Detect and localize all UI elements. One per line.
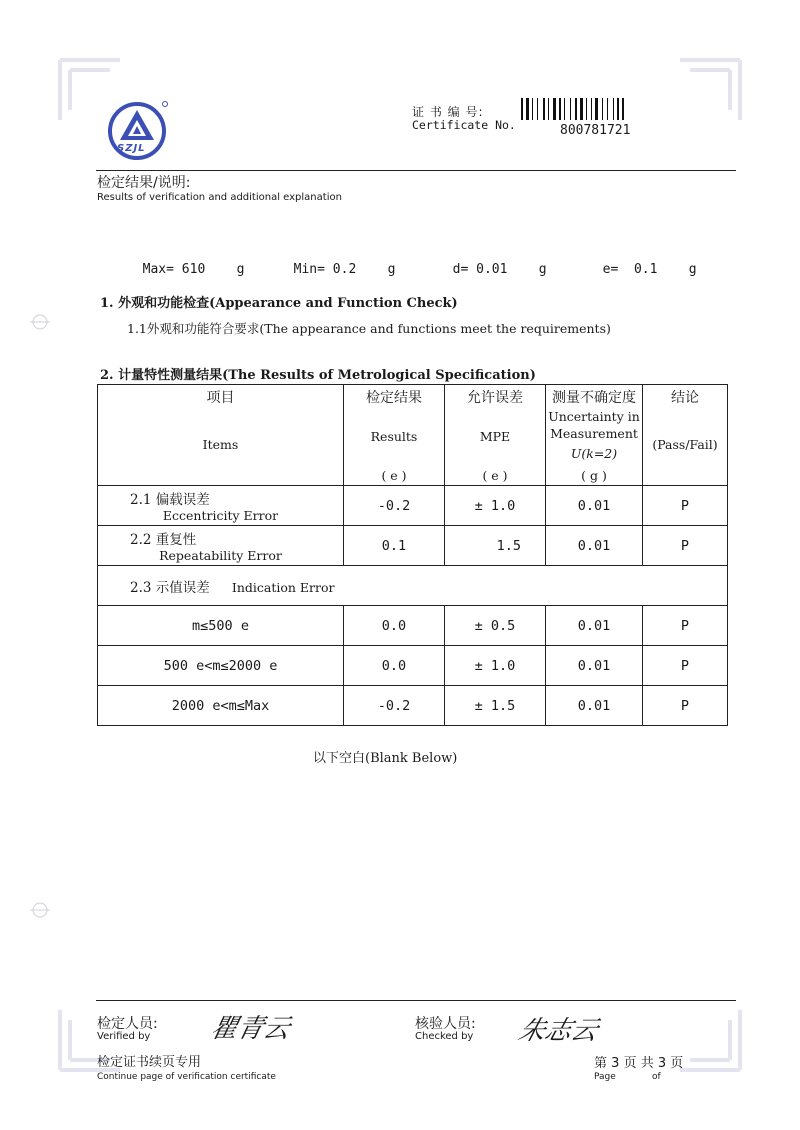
barcode-bar — [602, 98, 603, 120]
of-label-en: of — [652, 1072, 661, 1082]
row-mpe: ± 1.5 — [445, 686, 546, 726]
verified-signature: 瞿青云 — [208, 1014, 293, 1044]
barcode-bar — [607, 98, 608, 120]
barcode-bar — [586, 98, 587, 120]
barcode-bar — [532, 98, 533, 120]
barcode-bar — [537, 98, 538, 120]
page-label-en: Page — [594, 1072, 616, 1082]
barcode-bar — [617, 98, 619, 120]
row-range: 500 e<m≤2000 e — [98, 646, 344, 686]
section1-heading — [100, 292, 458, 311]
continue-page-label-en: Continue page of verification certificate — [97, 1072, 276, 1082]
spec-d: d= 0.01 g — [452, 262, 547, 277]
header-results: 检定结果 Results ( e ) — [344, 385, 445, 486]
row-uncertainty: 0.01 — [546, 526, 643, 566]
row-range: 2000 e<m≤Max — [98, 686, 344, 726]
section-title-en: Results of verification and additional explanation — [97, 192, 342, 203]
row-mpe: ± 1.0 — [445, 486, 546, 526]
header-conclusion: 结论 (Pass/Fail) — [643, 385, 728, 486]
row-mpe: ± 0.5 — [445, 606, 546, 646]
barcode-bar — [548, 98, 549, 120]
cert-no-value: 800781721 — [560, 123, 631, 138]
row-conclusion: P — [643, 606, 728, 646]
row-conclusion: P — [643, 526, 728, 566]
row-uncertainty: 0.01 — [546, 606, 643, 646]
page-number: 第 3 页 共 3 页 — [594, 1056, 684, 1071]
spec-max: Max= 610 g — [142, 262, 245, 277]
barcode-bar — [580, 98, 583, 120]
table-row — [98, 646, 728, 686]
row-result: 0.1 — [344, 526, 445, 566]
row-conclusion: P — [643, 486, 728, 526]
indication-header-row — [98, 566, 728, 606]
section1-title-en: (Appearance and Function Check) — [209, 296, 458, 311]
barcode-bar — [613, 98, 614, 120]
barcode-bar — [564, 98, 565, 120]
section2-title-en: (The Results of Metrological Specification) — [222, 368, 536, 383]
blank-below-note: 以下空白(Blank Below) — [313, 751, 458, 766]
row-uncertainty: 0.01 — [546, 486, 643, 526]
row-item: 2.2 重复性 Repeatability Error — [98, 526, 344, 566]
row-range: m≤500 e — [98, 606, 344, 646]
section-title-zh: 检定结果/说明: — [97, 175, 191, 191]
barcode-bar — [543, 98, 545, 120]
section1-line: 1.1外观和功能符合要求(The appearance and functions meet the requirements) — [127, 321, 611, 336]
barcode-bar — [575, 98, 577, 120]
header-items: 项目 Items — [98, 385, 344, 486]
barcode-bar — [521, 98, 523, 120]
barcode-bar — [595, 98, 598, 120]
continue-page-label-zh: 检定证书续页专用 — [97, 1055, 202, 1070]
cert-no-label-en: Certificate No. — [412, 118, 516, 132]
current-page: 3 — [611, 1056, 620, 1071]
section2-heading — [100, 364, 536, 383]
verified-by-label-en: Verified by — [97, 1031, 151, 1042]
row-uncertainty: 0.01 — [546, 686, 643, 726]
results-table — [97, 384, 728, 726]
barcode-bar — [570, 98, 571, 120]
header-mpe: 允许误差 MPE ( e ) — [445, 385, 546, 486]
verified-by-label-zh: 检定人员: — [97, 1016, 158, 1032]
row-conclusion: P — [643, 646, 728, 686]
row-conclusion: P — [643, 686, 728, 726]
row-result: 0.0 — [344, 646, 445, 686]
section1-title-zh: 1. 外观和功能检查 — [100, 296, 210, 311]
total-pages: 3 — [657, 1056, 667, 1071]
spec-min: Min= 0.2 g — [293, 262, 396, 277]
checked-signature: 朱志云 — [515, 1016, 602, 1046]
section2-title-zh: 2. 计量特性测量结果 — [100, 368, 223, 383]
barcode-bar — [559, 98, 561, 120]
header-rule — [96, 170, 736, 171]
table-header-row — [98, 385, 728, 486]
checked-by-label-en: Checked by — [415, 1031, 474, 1042]
row-uncertainty: 0.01 — [546, 646, 643, 686]
row-result: -0.2 — [344, 686, 445, 726]
checked-by-label-zh: 核验人员: — [415, 1016, 476, 1032]
barcode-bar — [622, 98, 624, 120]
row-item: 2.1 偏载误差 Eccentricity Error — [98, 486, 344, 526]
footer-rule — [96, 1000, 736, 1001]
table-row — [98, 606, 728, 646]
logo-text: SZJL — [117, 143, 146, 154]
row-result: -0.2 — [344, 486, 445, 526]
table-row — [98, 686, 728, 726]
row-result: 0.0 — [344, 606, 445, 646]
cert-no-label-zh: 证 书 编 号: — [412, 105, 484, 119]
spec-e: e= 0.1 g — [602, 262, 697, 277]
row-mpe: 1.5 — [445, 526, 546, 566]
header-uncertainty: 测量不确定度 Uncertainty in Measurement U(k=2) ( g ) — [546, 385, 643, 486]
table-row — [98, 526, 728, 566]
table-row — [98, 486, 728, 526]
barcode-bar — [591, 98, 592, 120]
certificate-barcode — [521, 98, 681, 120]
barcode-bar — [526, 98, 529, 120]
barcode-bar — [553, 98, 556, 120]
indication-title: 2.3 示值误差 Indication Error — [98, 566, 728, 606]
row-mpe: ± 1.0 — [445, 646, 546, 686]
